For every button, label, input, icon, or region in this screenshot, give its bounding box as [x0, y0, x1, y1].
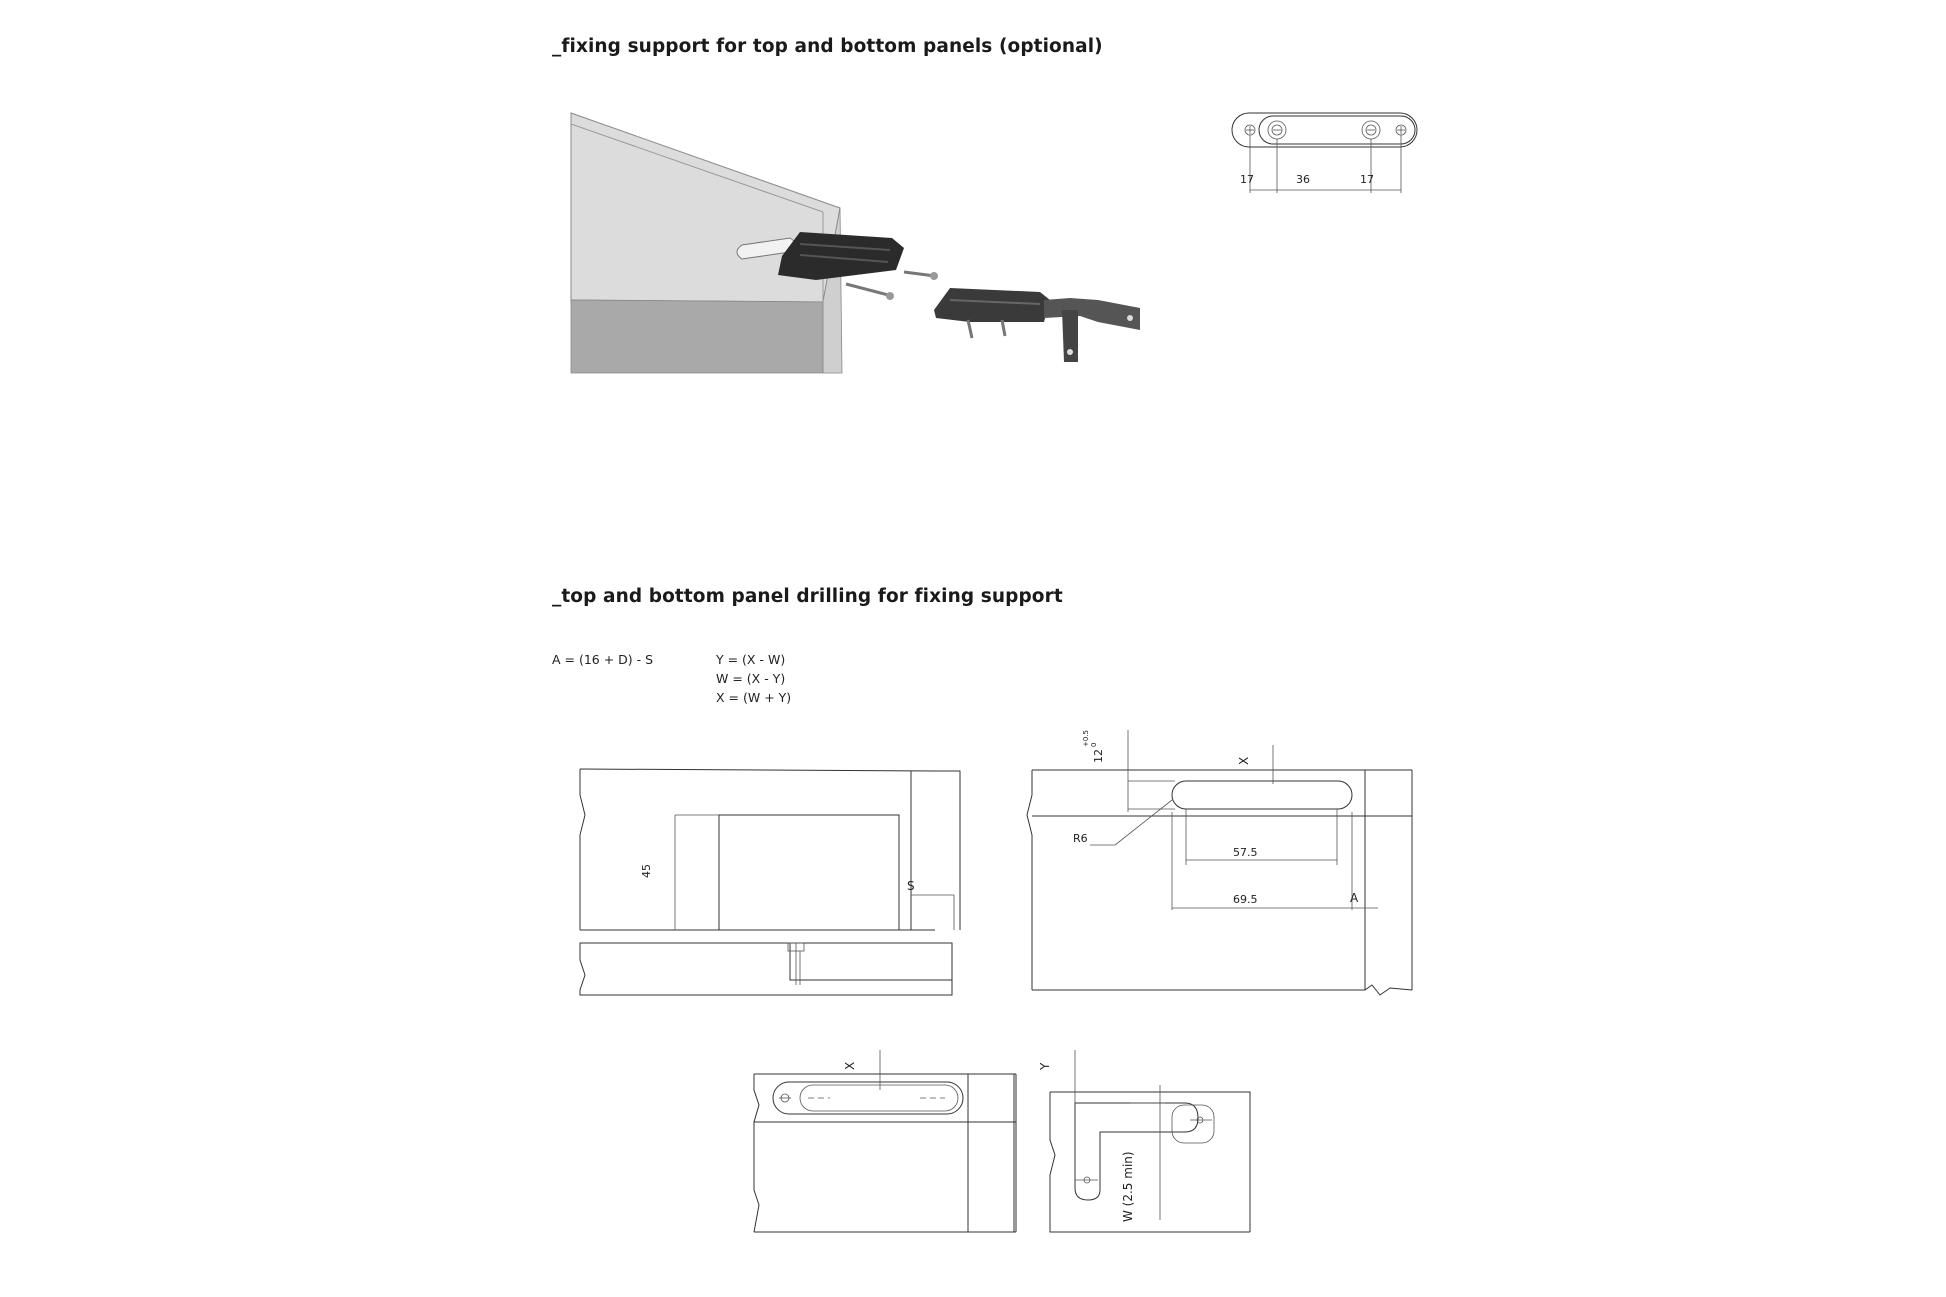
top-dim-tolerance-plus: +0.5 — [1082, 730, 1090, 747]
formula-a: A = (16 + D) - S — [552, 652, 654, 667]
top-dim-a: A — [1350, 891, 1359, 905]
formula-y: Y = (X - W) — [716, 652, 786, 667]
top-view-drawing — [1027, 730, 1412, 995]
side-dim-45: 45 — [640, 864, 653, 878]
section-title-panel-drilling: _top and bottom panel drilling for fixing support — [552, 586, 1063, 607]
hole-dim-right: 17 — [1360, 173, 1374, 186]
top-dim-69-5: 69.5 — [1233, 893, 1258, 906]
side-dim-s: S — [907, 879, 915, 893]
top-dim-r6: R6 — [1073, 832, 1088, 845]
top-dim-tolerance-zero: 0 — [1090, 742, 1098, 747]
formula-w: W = (X - Y) — [716, 671, 786, 686]
top-dim-12: 12 — [1092, 749, 1105, 763]
hole-dim-middle: 36 — [1296, 173, 1310, 186]
side-view-drawing — [580, 769, 960, 995]
hole-dim-left: 17 — [1240, 173, 1254, 186]
hole-plate-diagram — [1232, 113, 1417, 193]
detail-dim-w: W (2.5 min) — [1121, 1151, 1135, 1222]
section-title-fixing-support: _fixing support for top and bottom panels (optional) — [552, 36, 1103, 57]
detail-right-drawing — [1014, 1050, 1250, 1232]
top-dim-x: X — [1237, 756, 1251, 765]
detail-dim-y: Y — [1038, 1062, 1052, 1070]
formula-x: X = (W + Y) — [716, 690, 792, 705]
detail-dim-x: X — [843, 1061, 857, 1070]
detail-left-drawing — [754, 1050, 1016, 1232]
top-dim-57-5: 57.5 — [1233, 846, 1258, 859]
